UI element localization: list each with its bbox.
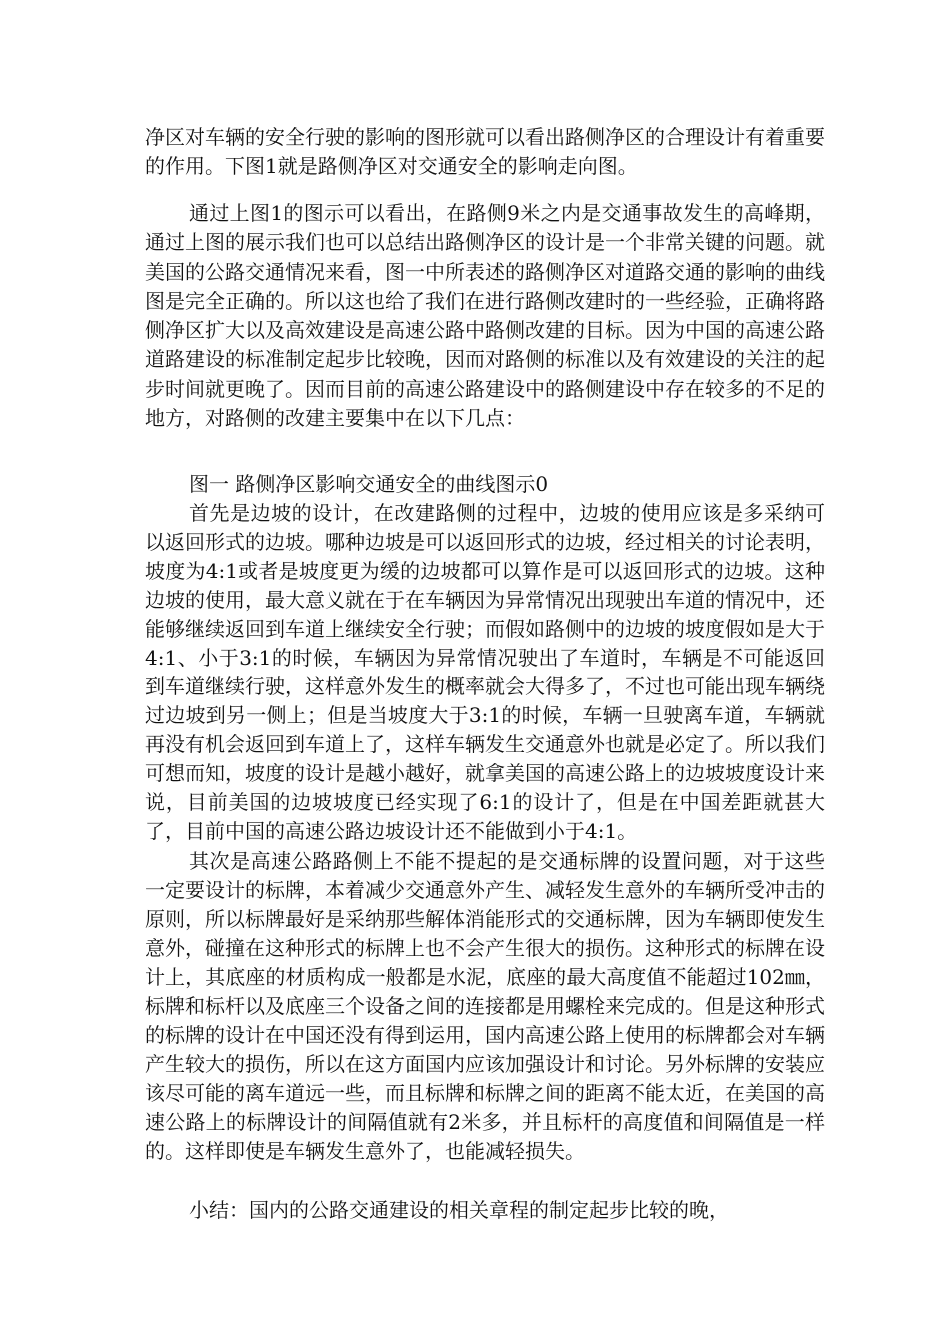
- figure-caption: 图一 路侧净区影响交通安全的曲线图示0: [189, 472, 549, 496]
- paragraph-signage-design: 其次是高速公路路侧上不能不提起的是交通标牌的设置问题，对于这些一定要设计的标牌，本着减少交通意外产生、减轻发生意外的车辆所受冲击的原则，所以标牌最好是采纳那些解体消能形式的交通标牌，因为车辆即使发生意外，碰撞在这种形式的标牌上也不会产生很大的损伤。这种形式的标牌在设计上，其底座的材质构成一般都是水泥，底座的最大高度值不能超过102㎜，标牌和标杆以及底座三个设备之间的连接都是用螺栓来完成的。但是这种形式的标牌的设计在中国还没有得到运用，国内高速公路上使用的标牌都会对车辆产生较大的损伤，所以在这方面国内应该加强设计和讨论。另外标牌的安装应该尽可能的离车道远一些，而且标牌和标牌之间的距离不能太近，在美国的高速公路上的标牌设计的间隔值就有2米多，并且标杆的高度值和间隔值是一样的。这样即使是车辆发生意外了，也能减轻损失。: [145, 849, 825, 1163]
- paragraph-intro: 净区对车辆的安全行驶的影响的图形就可以看出路侧净区的合理设计有着重要的作用。下图1就是路侧净区对交通安全的影响走向图。: [145, 125, 825, 179]
- paragraph-summary: 小结：国内的公路交通建设的相关章程的制定起步比较的晚，: [189, 1198, 729, 1222]
- paragraph-slope-design: 首先是边坡的设计，在改建路侧的过程中，边坡的使用应该是多采纳可以返回形式的边坡。哪种边坡是可以返回形式的边坡，经过相关的讨论表明，坡度为4:1或者是坡度更为缓的边坡都可以算作是可以返回形式的边坡。这种边坡的使用，最大意义就在于在车辆因为异常情况出现驶出车道的情况中，还能够继续返回到车道上继续安全行驶；而假如路侧中的边坡的坡度假如是大于4:1、小于3:1的时候，车辆因为异常情况驶出了车道时，车辆是不可能返回到车道继续行驶，这样意外发生的概率就会大得多了，不过也可能出现车辆绕过边坡到另一侧上；但是当坡度大于3:1的时候，车辆一旦驶离车道，车辆就再没有机会返回到车道上了，这样车辆发生交通意外也就是必定了。所以我们可想而知，坡度的设计是越小越好，就拿美国的高速公路上的边坡坡度设计来说，目前美国的边坡坡度已经实现了6:1的设计了，但是在中国差距就甚大了，目前中国的高速公路边坡设计还不能做到小于4:1。: [145, 501, 825, 843]
- paragraph-observation: 通过上图1的图示可以看出，在路侧9米之内是交通事故发生的高峰期，通过上图的展示我们也可以总结出路侧净区的设计是一个非常关键的问题。就美国的公路交通情况来看，图一中所表述的路侧净区对道路交通的影响的曲线图是完全正确的。所以这也给了我们在进行路侧改建时的一些经验，正确将路侧净区扩大以及高效建设是高速公路中路侧改建的目标。因为中国的高速公路道路建设的标准制定起步比较晚，因而对路侧的标准以及有效建设的关注的起步时间就更晚了。因而目前的高速公路建设中的路侧建设中存在较多的不足的地方，对路侧的改建主要集中在以下几点：: [145, 201, 825, 431]
